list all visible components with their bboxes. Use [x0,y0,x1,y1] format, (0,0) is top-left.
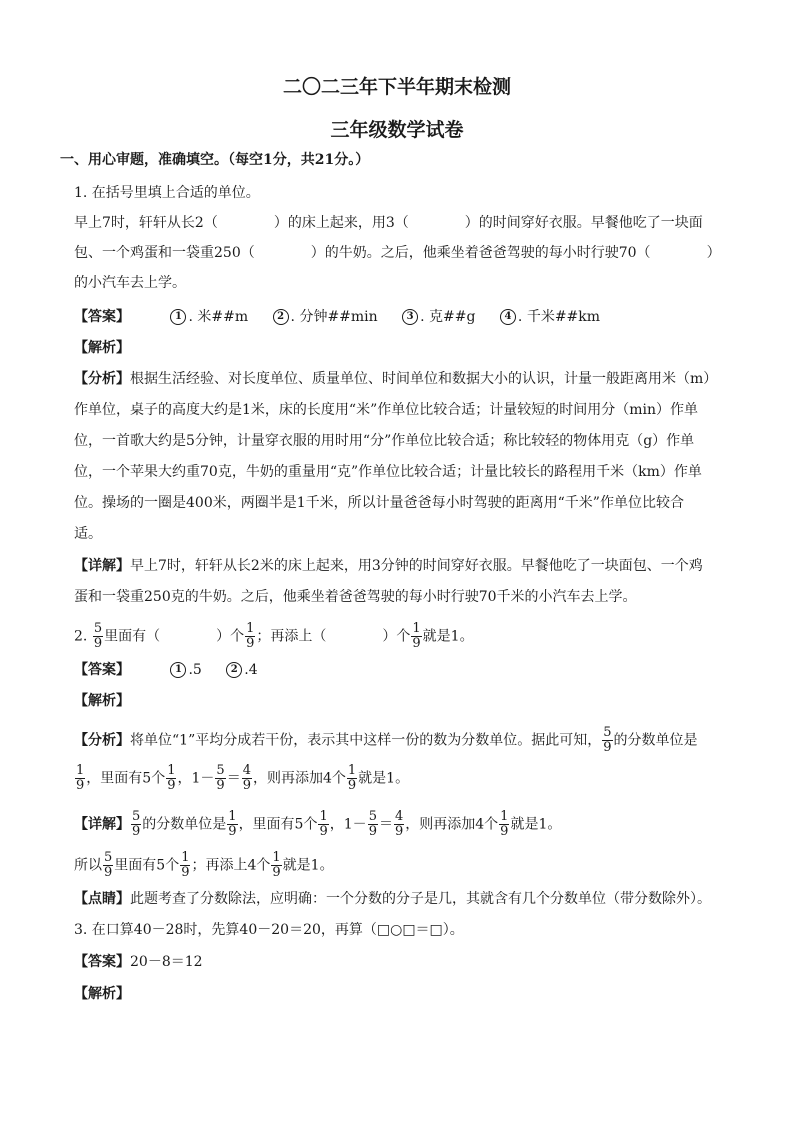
q2-dianjing: 【点睛】此题考查了分数除法，应明确：一个分数的分子是几，其就含有几个分数单位（带分数除外）。 [74,891,711,907]
document-subtitle: 三年级数学试卷 [330,119,464,141]
q1-fenxi-line1: 【分析】根据生活经验、对长度单位、质量单位、时间单位和数据大小的认识，计量一般距离用米（m） [74,371,718,387]
section-heading: 一、用心审题，准确填空。（每空1分，共21分。） [60,152,370,168]
q2-summary: 所以 $\frac{5}{9}$ 里面有5个 $\frac{1}{9}$ ；再添上4个 $\frac{1}{9}$ 就是1。 [74,850,334,880]
q3-stem: 3. 在口算40－28时，先算40－20＝20，再算（□○□＝□）。 [74,922,464,938]
q1-line3: 的小汽车去上学。 [74,275,186,291]
q2-answer-row: 【答案】 1 .5 2 .4 [74,662,258,678]
answer-label: 【答案】 [74,309,130,325]
q1-line1: 早上7时，轩轩从长2（ ）的床上起来，用3（ ）的时间穿好衣服。早餐他吃了一块面 [74,215,703,231]
q1-fenxi-line2: 作单位，桌子的高度大约是1米，床的长度用“米”作单位比较合适；计量较短的时间用分（min）作单 [74,402,698,418]
document-title: 二〇二三年下半年期末检测 [282,76,511,98]
analysis-label: 【解析】 [74,693,130,709]
analysis-label: 【解析】 [74,986,130,1002]
q1-line2: 包、一个鸡蛋和一袋重250（ ）的牛奶。之后，他乘坐着爸爸驾驶的每小时行驶70（ ） [74,245,721,261]
analysis-label: 【解析】 [74,340,130,356]
q2-fenxi-line1: 【分析】将单位“1”平均分成若干份，表示其中这样一份的数为分数单位。据此可知， $\frac{5}{9}$ 的分数单位是 [74,725,698,755]
q1-fenxi-line6: 适。 [74,526,102,542]
q1-stem: 1. 在括号里填上合适的单位。 [74,185,260,201]
q1-detail-line1: 【详解】早上7时，轩轩从长2米的床上起来，用3分钟的时间穿好衣服。早餐他吃了一块面包、一个鸡 [74,558,703,574]
q1-detail-line2: 蛋和一袋重250克的牛奶。之后，他乘坐着爸爸驾驶的每小时行驶70千米的小汽车去上学。 [74,589,637,605]
q2-fenxi-line2: $\frac{1}{9}$ ，里面有5个 $\frac{1}{9}$ ，1－ $\frac{5}{9}$ ＝ $\frac{4}{9}$ ，则再添加4个 $\frac{1}{9}$ 就是1。 [76,763,410,793]
q1-answer-row: 【答案】 1 . 米##m 2 . 分钟##min 3 . 克##g 4 . 千米##km [74,309,601,325]
q3-answer-row: 【答案】20－8＝12 [74,954,203,970]
q1-fenxi-line3: 位，一首歌大约是5分钟，计量穿衣服的用时用“分”作单位比较合适；称比较轻的物体用克（g）作单 [74,433,695,449]
q1-fenxi-line5: 位。操场的一圈是400米，两圈半是1千米，所以计量爸爸每小时驾驶的距离用“千米”作单位比较合 [74,495,684,511]
q2-stem: 2. $\frac{5}{9}$ 里面有（ ）个 $\frac{1}{9}$ ；再添上（ ）个 $\frac{1}{9}$ 就是1。 [74,621,474,651]
q1-fenxi-line4: 位，一个苹果大约重70克，牛奶的重量用“克”作单位比较合适；计量比较长的路程用千米（km）作单 [74,464,702,480]
q2-detail-line1: 【详解】 $\frac{5}{9}$ 的分数单位是 $\frac{1}{9}$ ，里面有5个 $\frac{1}{9}$ ，1－ $\frac{5}{9}$ ＝ $\frac{4}{9}$ ，则再添加4个 $\frac{1}{9}$ 就是1。 [74,809,562,839]
